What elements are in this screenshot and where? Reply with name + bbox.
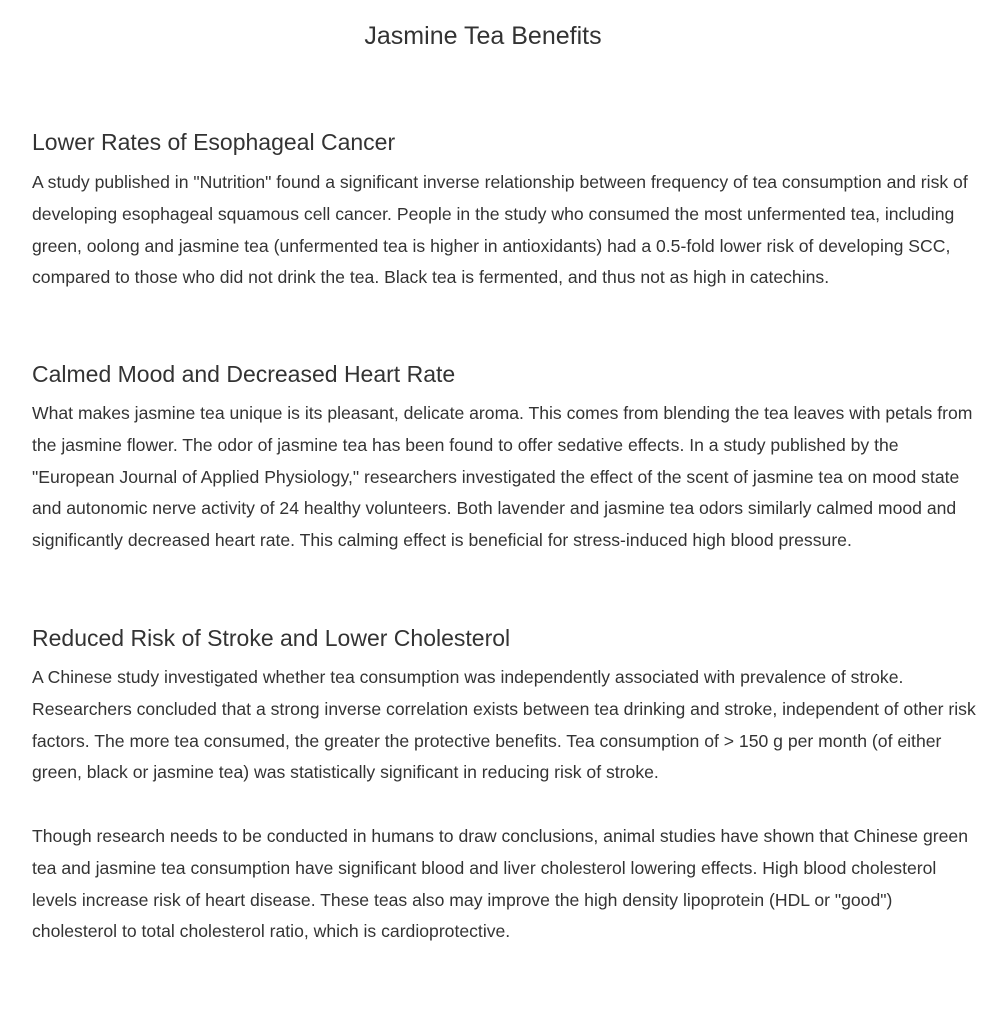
- section-heading-calmed-mood: Calmed Mood and Decreased Heart Rate: [32, 361, 456, 387]
- section-heading-esophageal-cancer: Lower Rates of Esophageal Cancer: [32, 129, 396, 155]
- section-paragraph-calmed-mood: What makes jasmine tea unique is its pleasant, delicate aroma. This comes from blending the tea leaves with petals from the jasmine flower. The odor of jasmine tea has been found to offer sedative effects. In a study published by the "European Journal of Applied Physiology," researchers investigated the effect of the scent of jasmine tea on mood state and autonomic nerve activity of 24 healthy volunteers. Both lavender and jasmine tea odors similarly calmed mood and significantly decreased heart rate. This calming effect is beneficial for stress-induced high blood pressure.: [32, 403, 973, 551]
- section-paragraph-cholesterol: Though research needs to be conducted in humans to draw conclusions, animal studies have shown that Chinese green tea and jasmine tea consumption have significant blood and liver cholesterol lowering effects. High blood cholesterol levels increase risk of heart disease. These teas also may improve the high density lipoprotein (HDL or "good") cholesterol to total cholesterol ratio, which is cardioprotective.: [32, 826, 968, 942]
- section-paragraph-stroke: A Chinese study investigated whether tea consumption was independently associated with prevalence of stroke. Researchers concluded that a strong inverse correlation exists between tea drinking and stroke, independent of other risk factors. The more tea consumed, the greater the protective benefits. Tea consumption of > 150 g per month (of either green, black or jasmine tea) was statistically significant in reducing risk of stroke.: [32, 667, 976, 783]
- section-heading-stroke-cholesterol: Reduced Risk of Stroke and Lower Cholesterol: [32, 625, 511, 651]
- section-paragraph-esophageal-cancer: A study published in "Nutrition" found a significant inverse relationship between frequency of tea consumption and risk of developing esophageal squamous cell cancer. People in the study who consumed the most unfermented tea, including green, oolong and jasmine tea (unfermented tea is higher in antioxidants) had a 0.5-fold lower risk of developing SCC, compared to those who did not drink the tea. Black tea is fermented, and thus not as high in catechins.: [32, 172, 968, 288]
- page-title: Jasmine Tea Benefits: [364, 22, 602, 50]
